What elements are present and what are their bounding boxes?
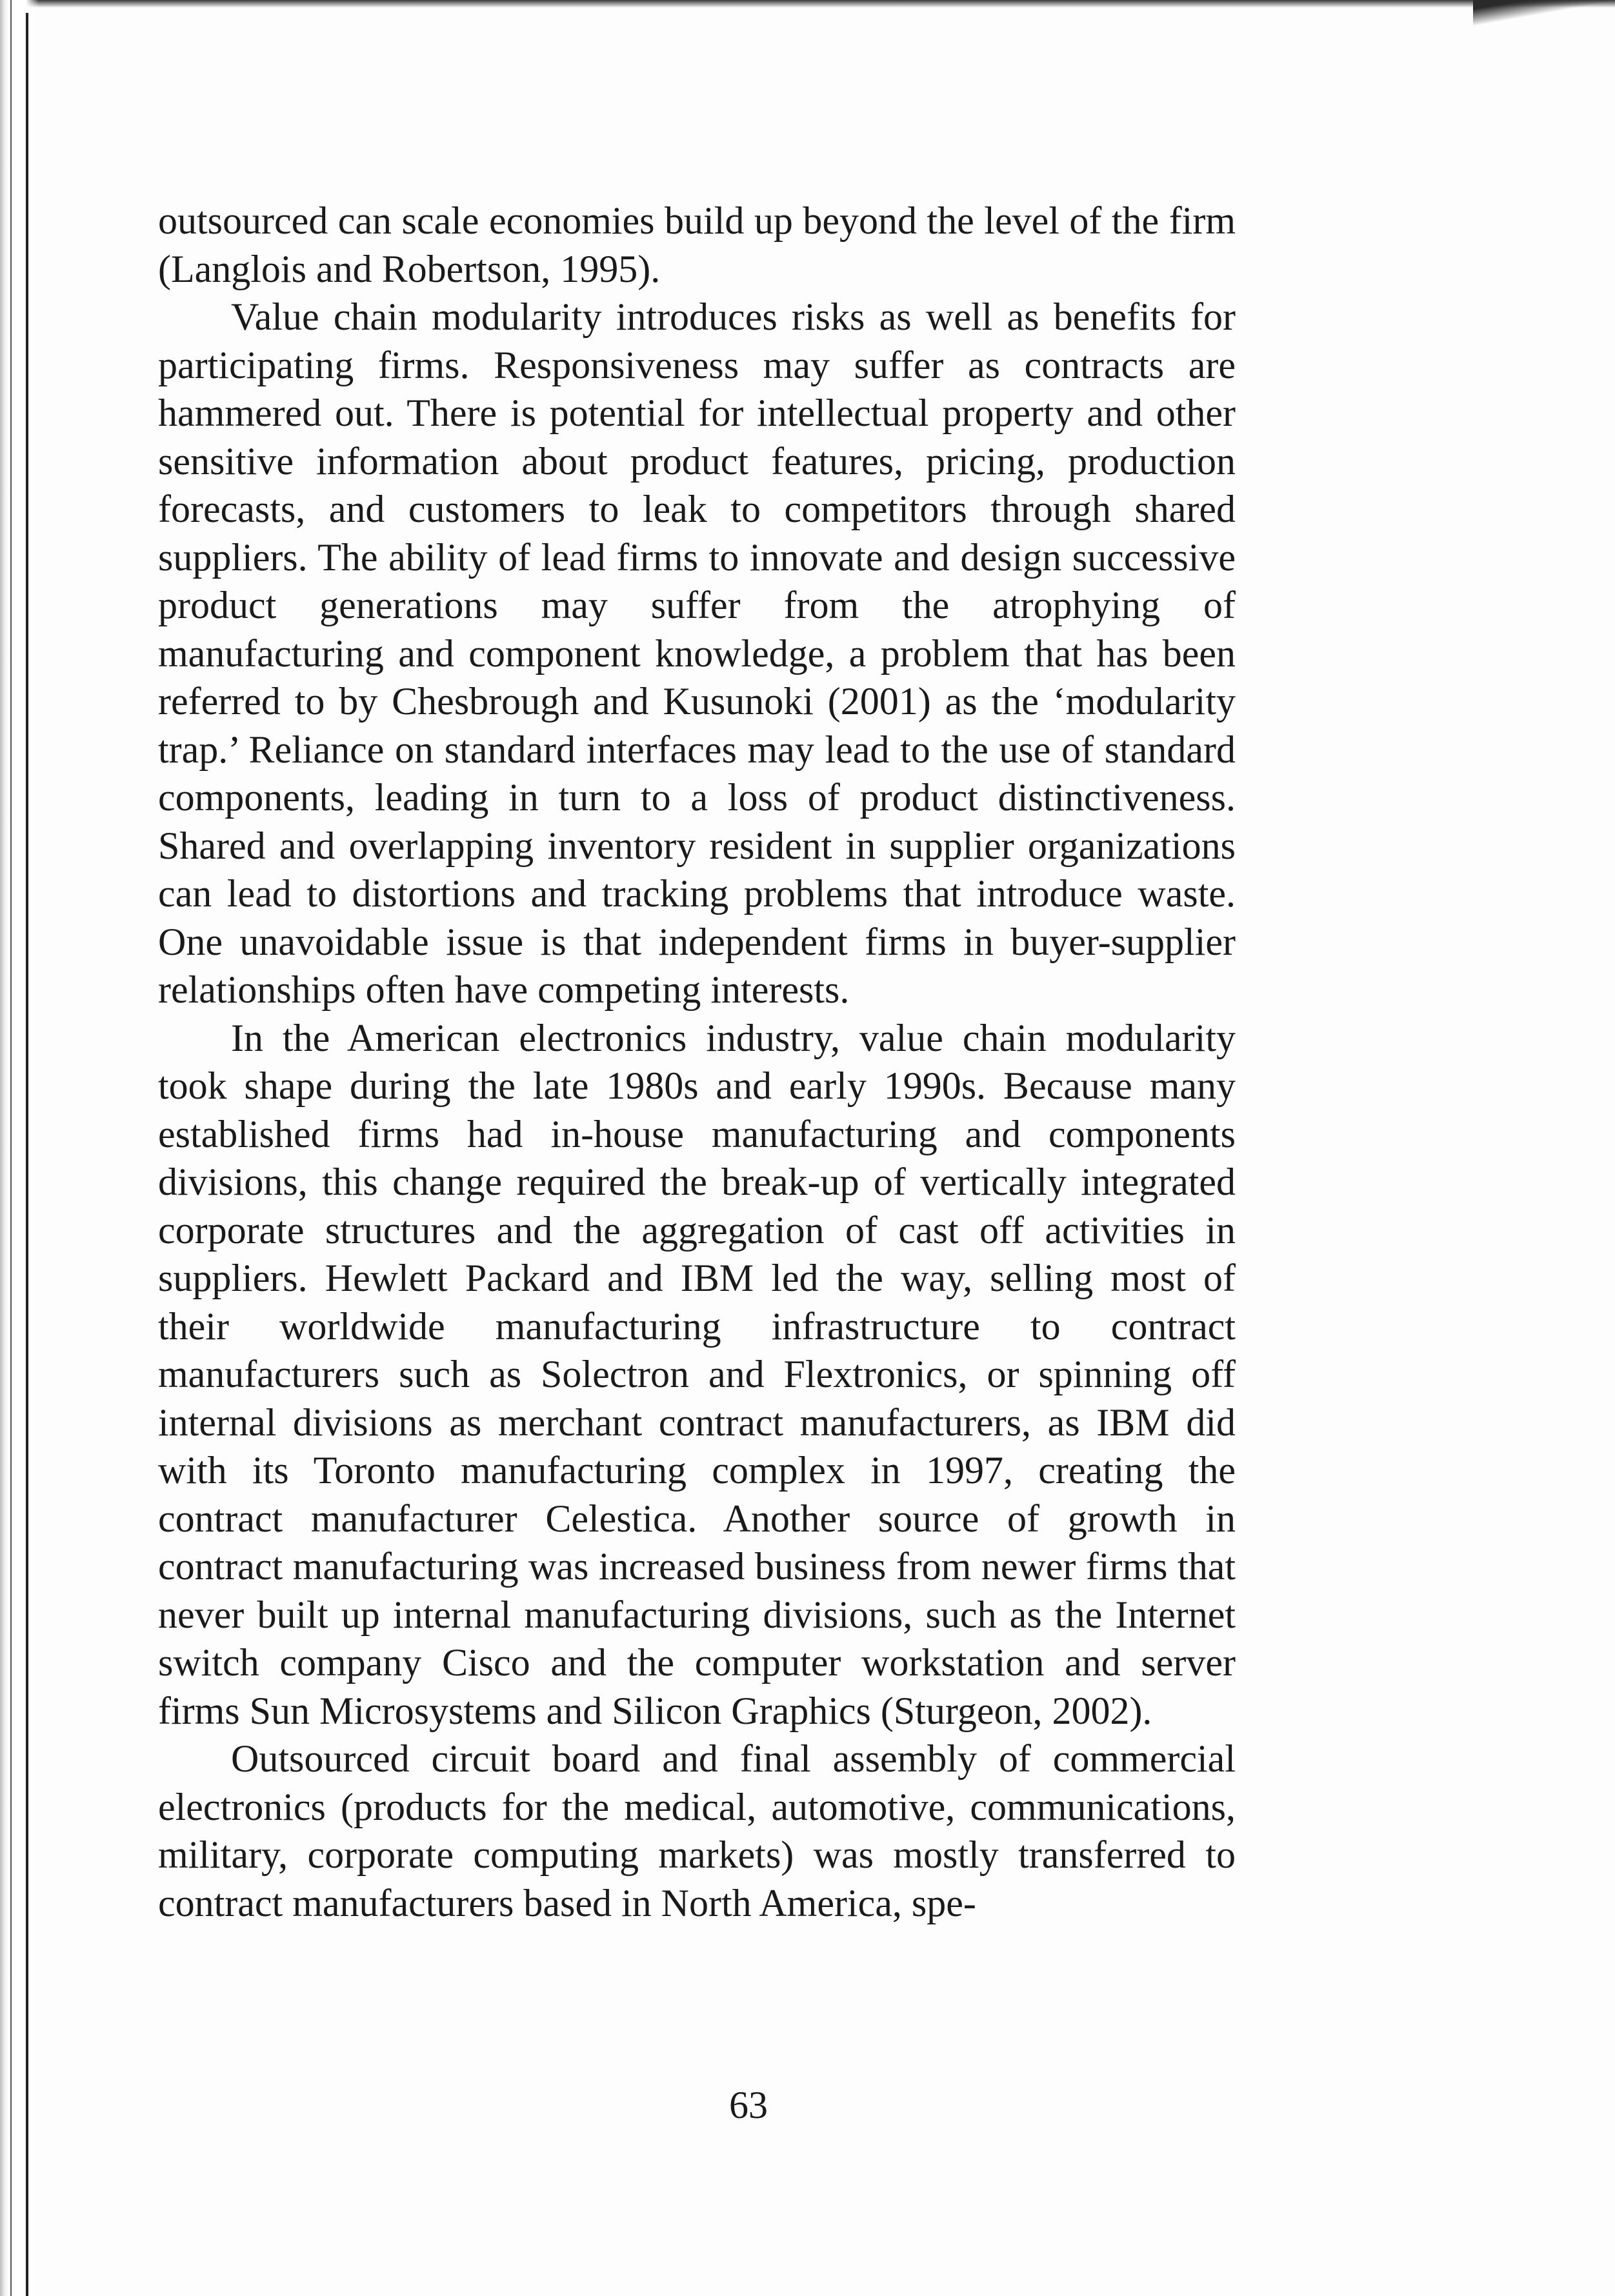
paragraph-american-electronics: In the American electronics industry, value chain modularity took shape during the late 1980s and early 1990s. Because many established firms had in-house manufacturing and components divisions, this change required the break-up of vertically integrated corporate structures and the aggregation of cast off activities in suppliers. Hewlett Packard and IBM led the way, selling most of their worldwide manufacturing infrastructure to contract manufacturers such as Solectron and Flextronics, or spinning off internal divisions as merchant contract manufacturers, as IBM did with its Toronto manufacturing complex in 1997, creating the contract manufacturer Celestica. Another source of growth in contract manufacturing was increased business from newer firms that never built up internal manufacturing divisions, such as the Internet switch company Cisco and the computer workstation and server firms Sun Microsystems and Silicon Graphics (Sturgeon, 2002). xyxy=(158,1016,1236,1732)
page-number: 63 xyxy=(729,2084,768,2126)
paragraph-modularity-risks: Value chain modularity introduces risks as well as benefits for participating firms. Responsiveness may suffer as contracts are hammered out. There is potential for intellectual property and other sensitive information about product features, pricing, production forecasts, and customers to leak to competitors through shared suppliers. The ability of lead firms to innovate and design successive product generations may suffer from the atrophying of manufacturing and component knowledge, a problem that has been referred to by Chesbrough and Kusunoki (2001) as the ‘modularity trap.’ Reliance on standard interfaces may lead to the use of standard components, leading in turn to a loss of product distinctiveness. Shared and overlapping inventory resident in supplier organizations can lead to distortions and tracking problems that introduce waste. One unavoidable issue is that independent firms in buyer-supplier relationships often have competing interests. xyxy=(158,295,1236,1011)
scan-binding-rule xyxy=(26,13,28,2296)
body-text xyxy=(158,197,1236,1927)
paragraph-outsourced-assembly: Outsourced circuit board and final assembly of commercial electronics (products for the medical, automotive, communications, military, corporate computing markets) was mostly transferred to contract manufacturers based in North America, spe- xyxy=(158,1737,1236,1924)
scan-corner-shadow xyxy=(1473,0,1615,39)
scan-top-edge xyxy=(0,0,1615,8)
scan-left-edge xyxy=(0,0,39,2296)
paragraph-continuation: outsourced can scale economies build up beyond the level of the firm (Langlois and Robertson, 1995). xyxy=(158,199,1236,290)
scan-binding-line xyxy=(10,0,12,2296)
